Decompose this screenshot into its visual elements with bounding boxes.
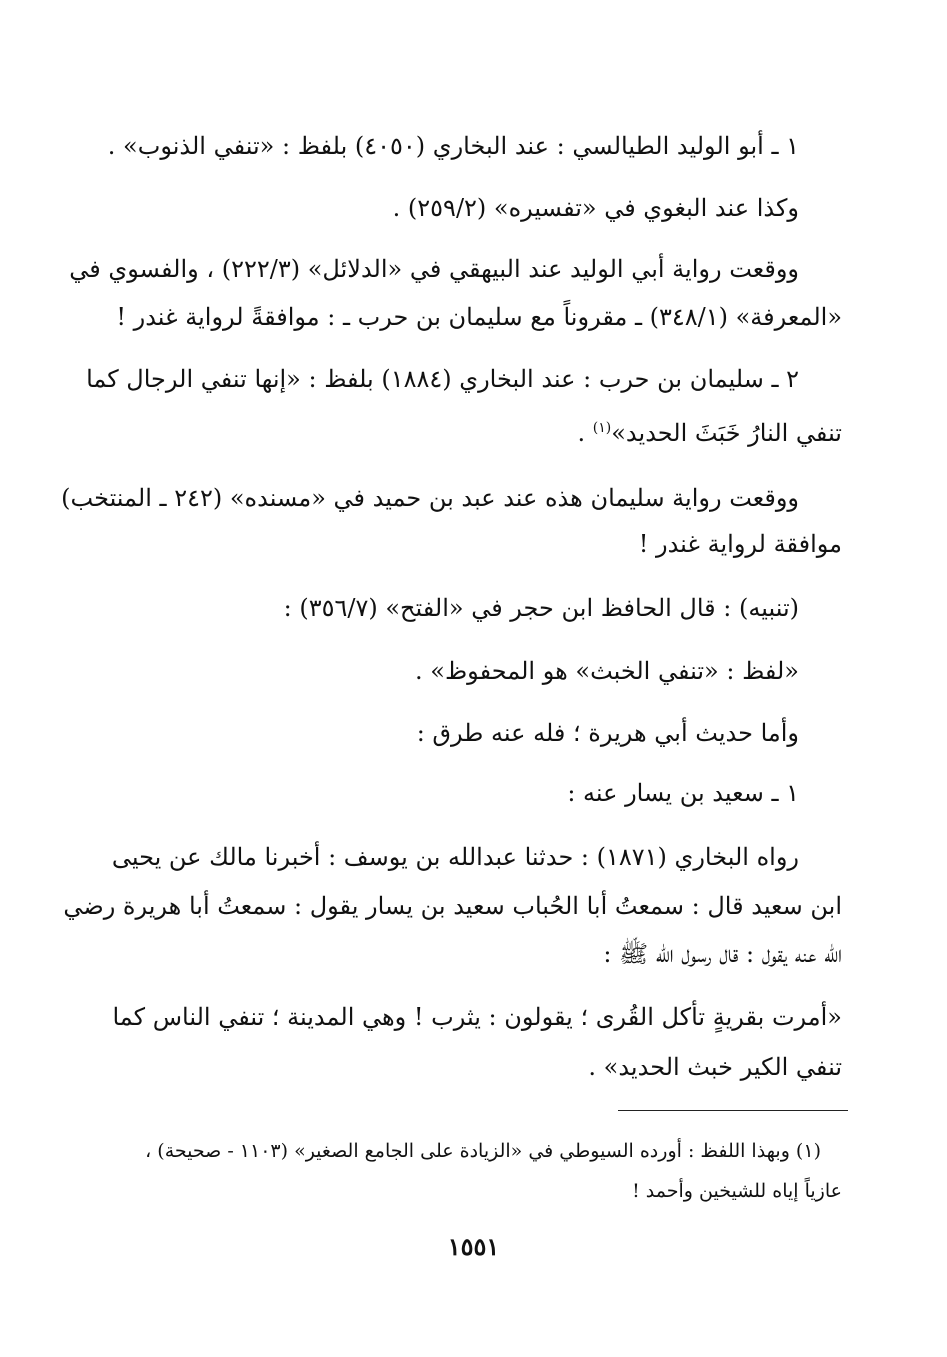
paragraph-4-line-2-text: تنفي النارُ خَبَثَ الحديد» [611,419,842,447]
footnote-line-2: عازياً إياه للشيخين وأحمد ! [632,1180,842,1202]
paragraph-3-line-1: ووقعت رواية أبي الوليد عند البيهقي في «الدلائل» (٢٢٢/٣) ، والفسوي في [69,255,799,283]
paragraph-11-line-1: «أمرت بقريةٍ تأكل القُرى ؛ يقولون : يثرب ! وهي المدينة ؛ تنفي الناس كما [112,1003,842,1031]
paragraph-5-line-1: ووقعت رواية سليمان هذه عند عبد بن حميد في «مسنده» (٢٤٢ ـ المنتخب) [61,484,799,512]
paragraph-4-line-2 [100,411,842,450]
paragraph-1-line-1: ١ ـ أبو الوليد الطيالسي : عند البخاري (٤٠٥٠) بلفظ : «تنفي الذنوب» . [107,132,799,160]
paragraph-3-line-2: «المعرفة» (٣٤٨/١) ـ مقروناً مع سليمان بن حرب ـ : موافقةً لرواية غندر ! [116,303,842,331]
paragraph-10-line-2: ابن سعيد قال : سمعتُ أبا الحُباب سعيد بن يسار يقول : سمعتُ أبا هريرة رضي [63,892,842,920]
paragraph-5-line-2: موافقة لرواية غندر ! [638,530,842,558]
paragraph-4-line-1: ٢ ـ سليمان بن حرب : عند البخاري (١٨٨٤) بلفظ : «إنها تنفي الرجال كما [86,365,799,393]
paragraph-10-line-3: الله عنه يقول : قال رسول الله ﷺ : [603,940,842,968]
paragraph-7-line-1: «لفظ : «تنفي الخبث» هو المحفوظ» . [415,657,799,685]
paragraph-2-line-1: وكذا عند البغوي في «تفسيره» (٢٥٩/٢) . [392,194,799,222]
paragraph-11-line-2: تنفي الكير خبث الحديد» . [588,1053,842,1081]
paragraph-9-line-1: ١ ـ سعيد بن يسار عنه : [567,779,799,807]
footnote-marker: (١) [592,420,612,436]
paragraph-8-line-1: وأما حديث أبي هريرة ؛ فله عنه طرق : [416,719,799,747]
footnote-separator [618,1110,848,1111]
paragraph-4-line-2-end: . [577,419,593,447]
footnote-line-1: (١) وبهذا اللفظ : أورده السيوطي في «الزيادة على الجامع الصغير» (١١٠٣ - صحيحة) ، [145,1140,821,1162]
paragraph-10-line-1: رواه البخاري (١٨٧١) : حدثنا عبدالله بن يوسف : أخبرنا مالك عن يحيى [111,843,799,871]
paragraph-6-line-1: (تنبيه) : قال الحافظ ابن حجر في «الفتح» (٣٥٦/٧) : [283,594,799,622]
page-number: ١٥٥١ [447,1232,500,1261]
